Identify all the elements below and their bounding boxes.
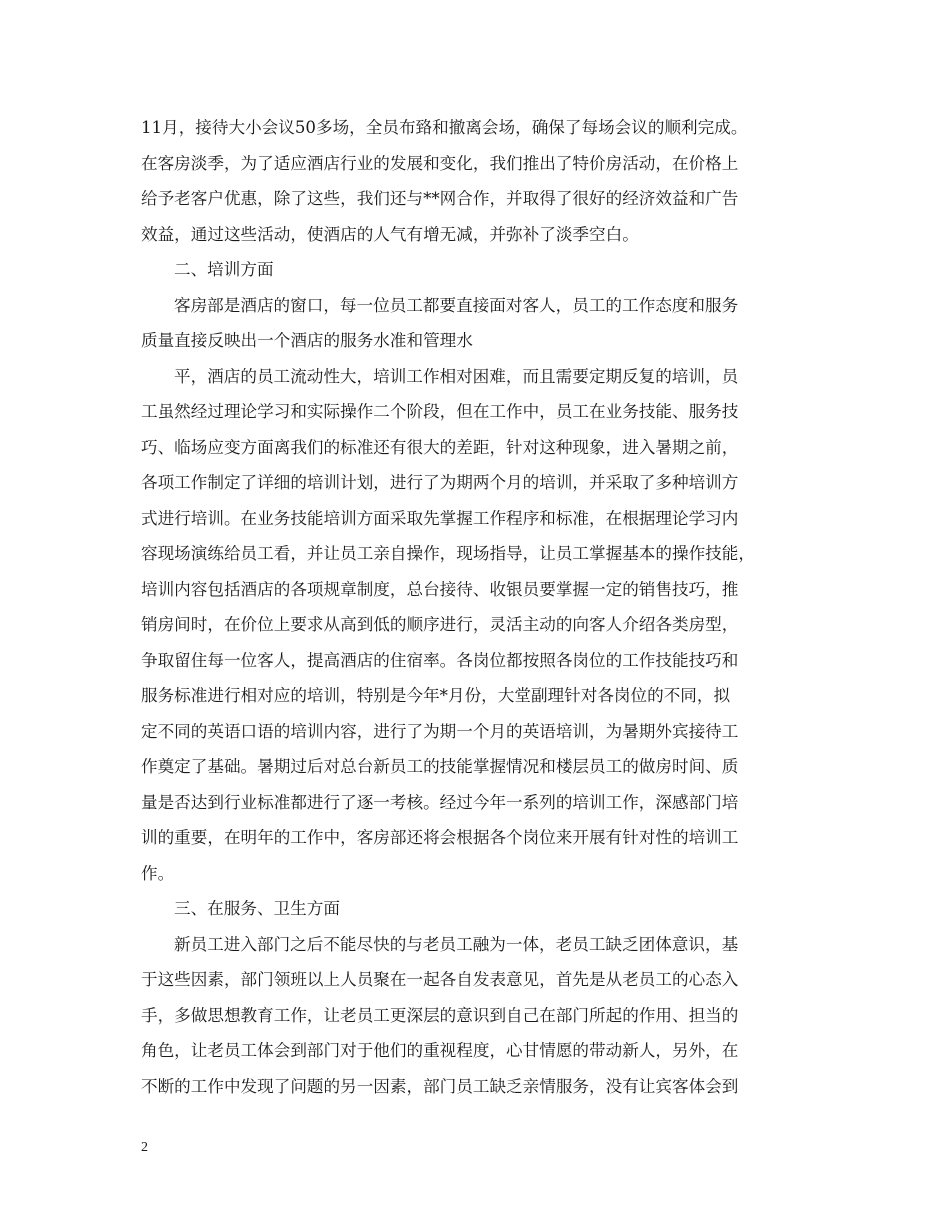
text-line: 量是否达到行业标准都进行了逐一考核。经过今年一系列的培训工作，深感部门培 bbox=[141, 792, 739, 812]
text-line: 式进行培训。在业务技能培训方面采取先掌握工作程序和标准，在根据理论学习内 bbox=[141, 508, 739, 528]
text-line: 服务标准进行相对应的培训，特别是今年*月份，大堂副理针对各岗位的不同，拟 bbox=[141, 686, 731, 705]
text-line: 二、培训方面 bbox=[174, 260, 274, 279]
text-line: 效益，通过这些活动，使酒店的人气有增无减，并弥补了淡季空白。 bbox=[141, 224, 639, 244]
text-line: 容现场演练给员工看，并让员工亲自操作，现场指导，让员工掌握基本的操作技能， bbox=[141, 544, 755, 563]
text-line: 不断的工作中发现了问题的另一因素，部门员工缺乏亲情服务，没有让宾客体会到 bbox=[141, 1076, 739, 1096]
text-line: 手，多做思想教育工作，让老员工更深层的意识到自己在部门所起的作用、担当的 bbox=[141, 1005, 739, 1025]
text-line: 于这些因素，部门领班以上人员聚在一起各自发表意见，首先是从老员工的心态入 bbox=[141, 970, 739, 989]
text-line: 11月，接待大小会议50多场，全员布臵和撤离会场，确保了每场会议的顺利完成。 bbox=[141, 118, 748, 137]
page-number: 2 bbox=[141, 1140, 148, 1155]
text-line: 角色，让老员工体会到部门对于他们的重视程度，心甘情愿的带动新人，另外，在 bbox=[141, 1041, 739, 1060]
text-line: 客房部是酒店的窗口，每一位员工都要直接面对客人，员工的工作态度和服务 bbox=[174, 295, 739, 315]
text-line: 工虽然经过理论学习和实际操作二个阶段，但在工作中，员工在业务技能、服务技 bbox=[141, 402, 739, 421]
text-line: 给予老客户优惠，除了这些，我们还与**网合作，并取得了很好的经济效益和广告 bbox=[141, 189, 739, 208]
text-line: 各项工作制定了详细的培训计划，进行了为期两个月的培训，并采取了多种培训方 bbox=[141, 473, 739, 492]
text-line: 平，酒店的员工流动性大，培训工作相对困难，而且需要定期反复的培训，员 bbox=[174, 366, 739, 386]
text-line: 培训内容包括酒店的各项规章制度，总台接待、收银员要掌握一定的销售技巧，推 bbox=[141, 579, 739, 599]
text-line: 定不同的英语口语的培训内容，进行了为期一个月的英语培训，为暑期外宾接待工 bbox=[141, 721, 739, 741]
text-line: 争取留住每一位客人，提高酒店的住宿率。各岗位都按照各岗位的工作技能技巧和 bbox=[141, 650, 739, 670]
text-line: 质量直接反映出一个酒店的服务水准和管理水 bbox=[141, 331, 473, 350]
text-line: 三、在服务、卫生方面 bbox=[174, 899, 340, 918]
text-line: 作。 bbox=[141, 863, 175, 883]
text-line: 销房间时，在价位上要求从高到低的顺序进行，灵活主动的向客人介绍各类房型， bbox=[141, 615, 739, 634]
text-line: 训的重要，在明年的工作中，客房部还将会根据各个岗位来开展有针对性的培训工 bbox=[141, 828, 739, 847]
text-line: 在客房淡季，为了适应酒店行业的发展和变化，我们推出了特价房活动，在价格上 bbox=[141, 153, 739, 173]
text-line: 新员工进入部门之后不能尽快的与老员工融为一体，老员工缺乏团体意识，基 bbox=[174, 934, 739, 954]
text-line: 作奠定了基础。暑期过后对总台新员工的技能掌握情况和楼层员工的做房时间、质 bbox=[141, 757, 739, 776]
text-line: 巧、临场应变方面离我们的标准还有很大的差距，针对这种现象，进入暑期之前， bbox=[141, 437, 739, 457]
